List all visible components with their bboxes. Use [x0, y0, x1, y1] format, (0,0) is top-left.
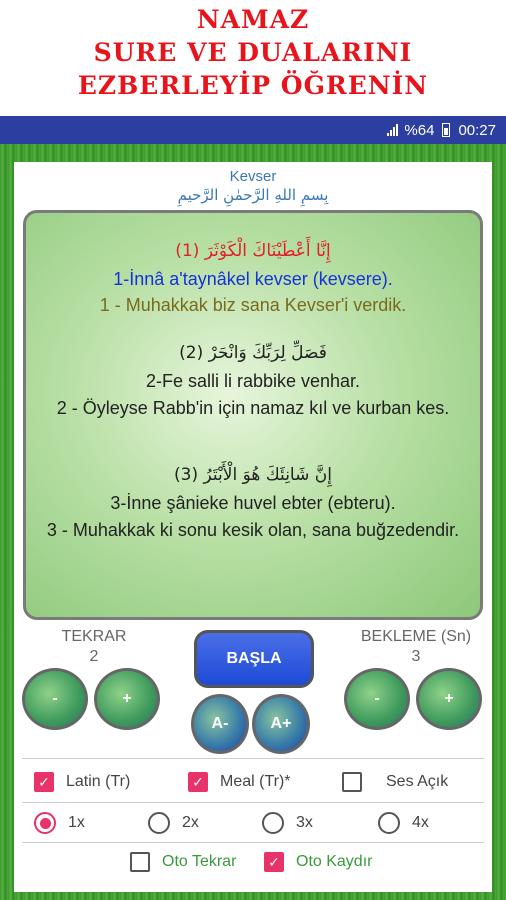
- ses-checkbox[interactable]: [342, 772, 362, 792]
- grass-background: [0, 144, 506, 900]
- verse-2-latin: 2-Fe salli li rabbike venhar.: [145, 371, 361, 391]
- promo-banner: [0, 0, 506, 116]
- promo-line-2: SURE VE DUALARINI: [93, 38, 413, 67]
- divider: [22, 842, 484, 843]
- font-larger-button[interactable]: A+: [252, 694, 310, 754]
- speed-2x[interactable]: [148, 812, 199, 834]
- oto-tekrar-label: Oto Tekrar: [162, 853, 237, 870]
- speed-1x[interactable]: [34, 812, 85, 834]
- main-panel: [14, 162, 492, 892]
- speed-3x[interactable]: [262, 812, 313, 834]
- meal-option-label: Meal (Tr)*: [220, 773, 291, 790]
- speed-4x-radio[interactable]: [378, 812, 400, 834]
- battery-icon: [442, 123, 450, 137]
- signal-icon: [387, 124, 398, 136]
- speed-3x-label: 3x: [296, 814, 313, 831]
- verse-2-meal: 2 - Öyleyse Rabb'in için namaz kıl ve kurban kes.: [56, 398, 450, 418]
- tekrar-value: 2: [89, 648, 99, 665]
- bekleme-label: BEKLEME (Sn): [360, 628, 472, 645]
- speed-4x-label: 4x: [412, 814, 429, 831]
- clock: 00:27: [458, 121, 496, 139]
- tekrar-label: TEKRAR: [61, 628, 127, 645]
- speed-2x-label: 2x: [182, 814, 199, 831]
- bekleme-value: 3: [411, 648, 421, 665]
- verse-1-latin: 1-İnnâ a'taynâkel kevser (kevsere).: [113, 269, 393, 289]
- meal-checkbox[interactable]: ✓: [188, 772, 208, 792]
- speed-1x-radio[interactable]: [34, 812, 56, 834]
- battery-percent: %64: [404, 121, 435, 139]
- font-smaller-button[interactable]: A-: [191, 694, 249, 754]
- bekleme-minus-button[interactable]: -: [344, 668, 410, 730]
- status-bar: [0, 116, 506, 144]
- speed-1x-label: 1x: [68, 814, 85, 831]
- divider: [22, 802, 484, 803]
- verse-3-latin: 3-İnne şânieke huvel ebter (ebteru).: [110, 493, 396, 513]
- tekrar-minus-button[interactable]: -: [22, 668, 88, 730]
- promo-line-3: EZBERLEYİP ÖĞRENİN: [77, 71, 429, 100]
- start-button[interactable]: BAŞLA: [194, 630, 314, 688]
- verse-3-meal: 3 - Muhakkak ki sonu kesik olan, sana buğzedendir.: [46, 520, 460, 540]
- latin-option[interactable]: [34, 772, 130, 792]
- verse-2-arabic: فَصَلِّ لِرَبِّكَ وَانْحَرْ (2): [179, 343, 327, 363]
- divider: [22, 758, 484, 759]
- bekleme-plus-button[interactable]: +: [416, 668, 482, 730]
- meal-option[interactable]: [188, 772, 291, 792]
- tekrar-plus-button[interactable]: +: [94, 668, 160, 730]
- oto-tekrar-checkbox[interactable]: [130, 852, 150, 872]
- oto-kaydir-checkbox[interactable]: ✓: [264, 852, 284, 872]
- oto-kaydir-option[interactable]: [264, 852, 372, 872]
- verse-display[interactable]: [23, 210, 483, 620]
- promo-line-1: NAMAZ: [196, 5, 310, 34]
- sura-title: Kevser: [229, 168, 277, 185]
- ses-option-label: Ses Açık: [386, 773, 449, 790]
- speed-4x[interactable]: [378, 812, 429, 834]
- ses-option[interactable]: [342, 772, 448, 792]
- besmele: بِسمِ اللهِ الرَّحمٰنِ الرَّحيمِ: [177, 186, 329, 204]
- speed-3x-radio[interactable]: [262, 812, 284, 834]
- latin-checkbox[interactable]: ✓: [34, 772, 54, 792]
- verse-1-arabic: إِنَّا أَعْطَيْنَاكَ الْكَوْثَرَ (1): [175, 241, 331, 261]
- verse-3-arabic: إِنَّ شَانِئَكَ هُوَ الْأَبْتَرُ (3): [174, 465, 332, 485]
- latin-option-label: Latin (Tr): [66, 773, 131, 790]
- verse-1-meal: 1 - Muhakkak biz sana Kevser'i verdik.: [99, 295, 407, 315]
- speed-2x-radio[interactable]: [148, 812, 170, 834]
- oto-kaydir-label: Oto Kaydır: [296, 853, 373, 870]
- oto-tekrar-option[interactable]: [130, 852, 236, 872]
